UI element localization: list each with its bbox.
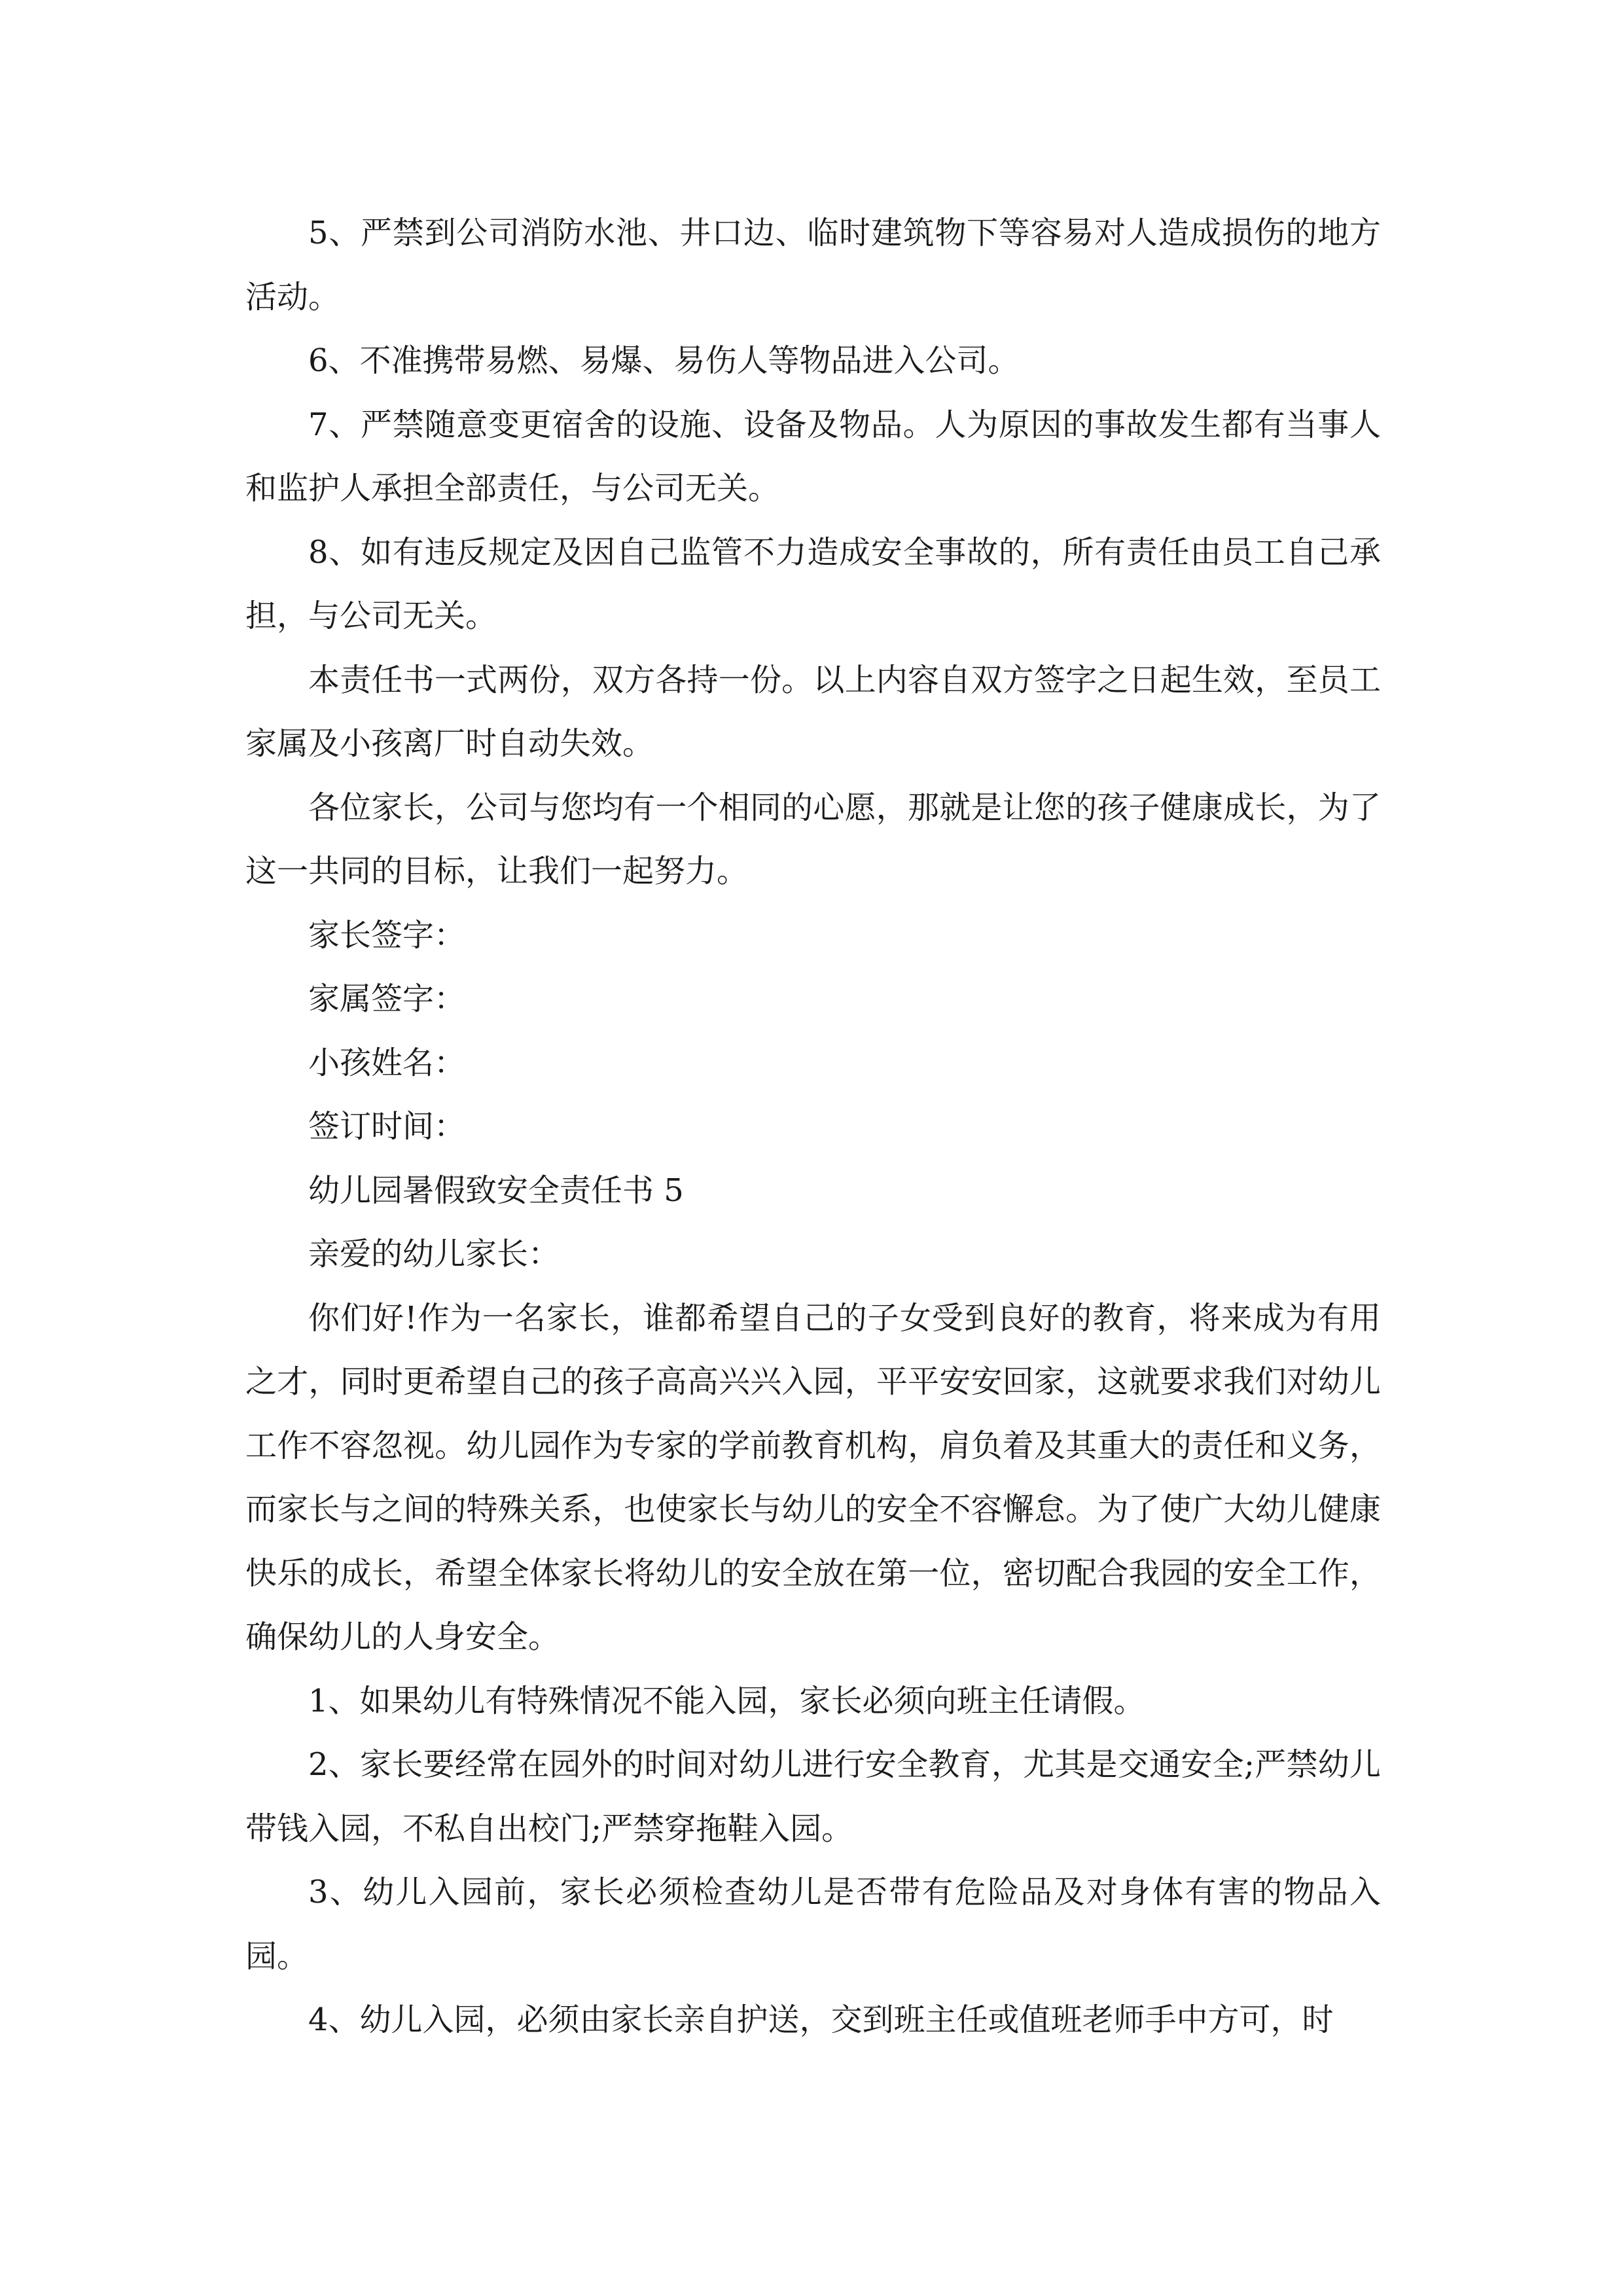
paragraph-rule-5: 5、严禁到公司消防水池、井口边、临时建筑物下等容易对人造成损伤的地方活动。 xyxy=(245,215,1381,315)
paragraph-rule-7: 7、严禁随意变更宿舍的设施、设备及物品。人为原因的事故发生都有当事人和监护人承担全部责任，与公司无关。 xyxy=(245,406,1381,507)
section-title: 幼儿园暑假致安全责任书 5 xyxy=(308,1172,684,1209)
paragraph-item-1: 1、如果幼儿有特殊情况不能入园，家长必须向班主任请假。 xyxy=(308,1682,1145,1719)
signing-date-label: 签订时间： xyxy=(308,1108,466,1145)
child-name-label: 小孩姓名： xyxy=(308,1044,466,1081)
document-body xyxy=(245,202,1381,2053)
paragraph-item-4: 4、幼儿入园，必须由家长亲自护送，交到班主任或值班老师手中方可，时 xyxy=(308,2001,1334,2038)
paragraph-closing: 各位家长，公司与您均有一个相同的心愿，那就是让您的孩子健康成长，为了这一共同的目标，让我们一起努力。 xyxy=(245,789,1381,889)
paragraph-validity: 本责任书一式两份，双方各持一份。以上内容自双方签字之日起生效，至员工家属及小孩离厂时自动失效。 xyxy=(245,661,1381,762)
parent-signature-label: 家长签字： xyxy=(308,916,466,954)
paragraph-item-2: 2、家长要经常在园外的时间对幼儿进行安全教育，尤其是交通安全;严禁幼儿带钱入园，不私自出校门;严禁穿拖鞋入园。 xyxy=(245,1746,1381,1847)
salutation: 亲爱的幼儿家长： xyxy=(308,1236,560,1272)
family-signature-label: 家属签字： xyxy=(308,980,466,1017)
paragraph-rule-8: 8、如有违反规定及因自己监管不力造成安全事故的，所有责任由员工自己承担，与公司无关。 xyxy=(245,533,1381,634)
paragraph-item-3: 3、幼儿入园前，家长必须检查幼儿是否带有危险品及对身体有害的物品入园。 xyxy=(245,1874,1381,1975)
paragraph-rule-6: 6、不准携带易燃、易爆、易伤人等物品进入公司。 xyxy=(308,342,1020,379)
paragraph-intro: 你们好!作为一名家长，谁都希望自己的子女受到良好的教育，将来成为有用之才，同时更希望自己的孩子高高兴兴入园，平平安安回家，这就要求我们对幼儿工作不容忽视。幼儿园作为专家的学前教育机构，肩负着及其重大的责任和义务，而家长与之间的特殊关系，也使家长与幼儿的安全不容懈怠。为了使广大幼儿健康快乐的成长，希望全体家长将幼儿的安全放在第一位，密切配合我园的安全工作，确保幼儿的人身安全。 xyxy=(245,1299,1381,1655)
